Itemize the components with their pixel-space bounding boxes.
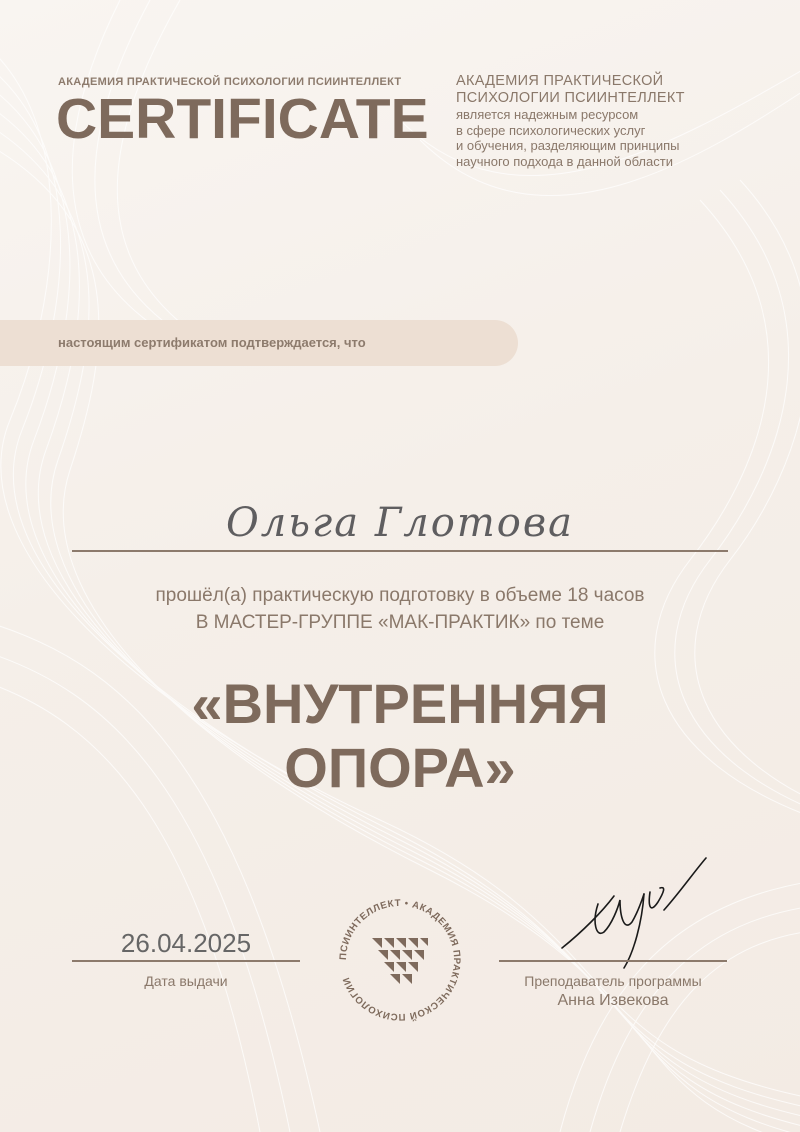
course-topic	[40, 672, 760, 800]
course-description	[40, 582, 760, 636]
academy-description-line-4: научного подхода в данной области	[456, 153, 673, 169]
teacher-label: Преподаватель программы	[524, 973, 702, 989]
academy-description-line-1: является надежным ресурсом	[456, 107, 639, 122]
teacher-underline	[499, 960, 727, 962]
recipient-name: Ольга Глотова	[226, 500, 574, 546]
issue-date-label: Дата выдачи	[144, 973, 228, 989]
academy-description-line-3: и обучения, разделяющим принципы	[456, 138, 680, 153]
issue-date-underline	[72, 960, 300, 962]
certificate-title: CERTIFICATE	[56, 87, 429, 151]
topic-line-2: ОПОРА»	[284, 736, 516, 799]
intro-text: настоящим сертификатом подтверждается, что	[58, 335, 366, 350]
svg-text:ПСИИНТЕЛЛЕКТ • АКАДЕМИЯ ПРАКТИ	[338, 898, 462, 1022]
teacher-name: Анна Извекова	[557, 992, 669, 1009]
academy-name-line-2: ПСИХОЛОГИИ ПСИИНТЕЛЛЕКТ	[456, 90, 685, 106]
course-group-line: В МАСТЕР-ГРУППЕ «МАК-ПРАКТИК» по теме	[195, 612, 605, 633]
seal-circular-text: ПСИИНТЕЛЛЕКТ • АКАДЕМИЯ ПРАКТИЧЕСКОЙ ПСИХОЛОГИИ	[337, 897, 463, 1023]
course-hours-line: прошёл(а) практическую подготовку в объеме 18 часов	[155, 585, 645, 606]
topic-line-1: «ВНУТРЕННЯЯ	[191, 672, 609, 735]
academy-name-line-1: АКАДЕМИЯ ПРАКТИЧЕСКОЙ	[456, 73, 664, 89]
academy-description-line-2: в сфере психологических услуг	[456, 122, 646, 138]
teacher-signature	[552, 852, 712, 972]
issue-date: 26.04.2025	[120, 928, 252, 958]
pyramid-icon	[372, 938, 428, 984]
academy-seal-logo	[332, 892, 468, 1028]
academy-description-block	[456, 73, 786, 169]
recipient-underline	[72, 550, 728, 552]
academy-name-small: АКАДЕМИЯ ПРАКТИЧЕСКОЙ ПСИХОЛОГИИ ПСИИНТЕЛЛЕКТ	[58, 76, 402, 88]
